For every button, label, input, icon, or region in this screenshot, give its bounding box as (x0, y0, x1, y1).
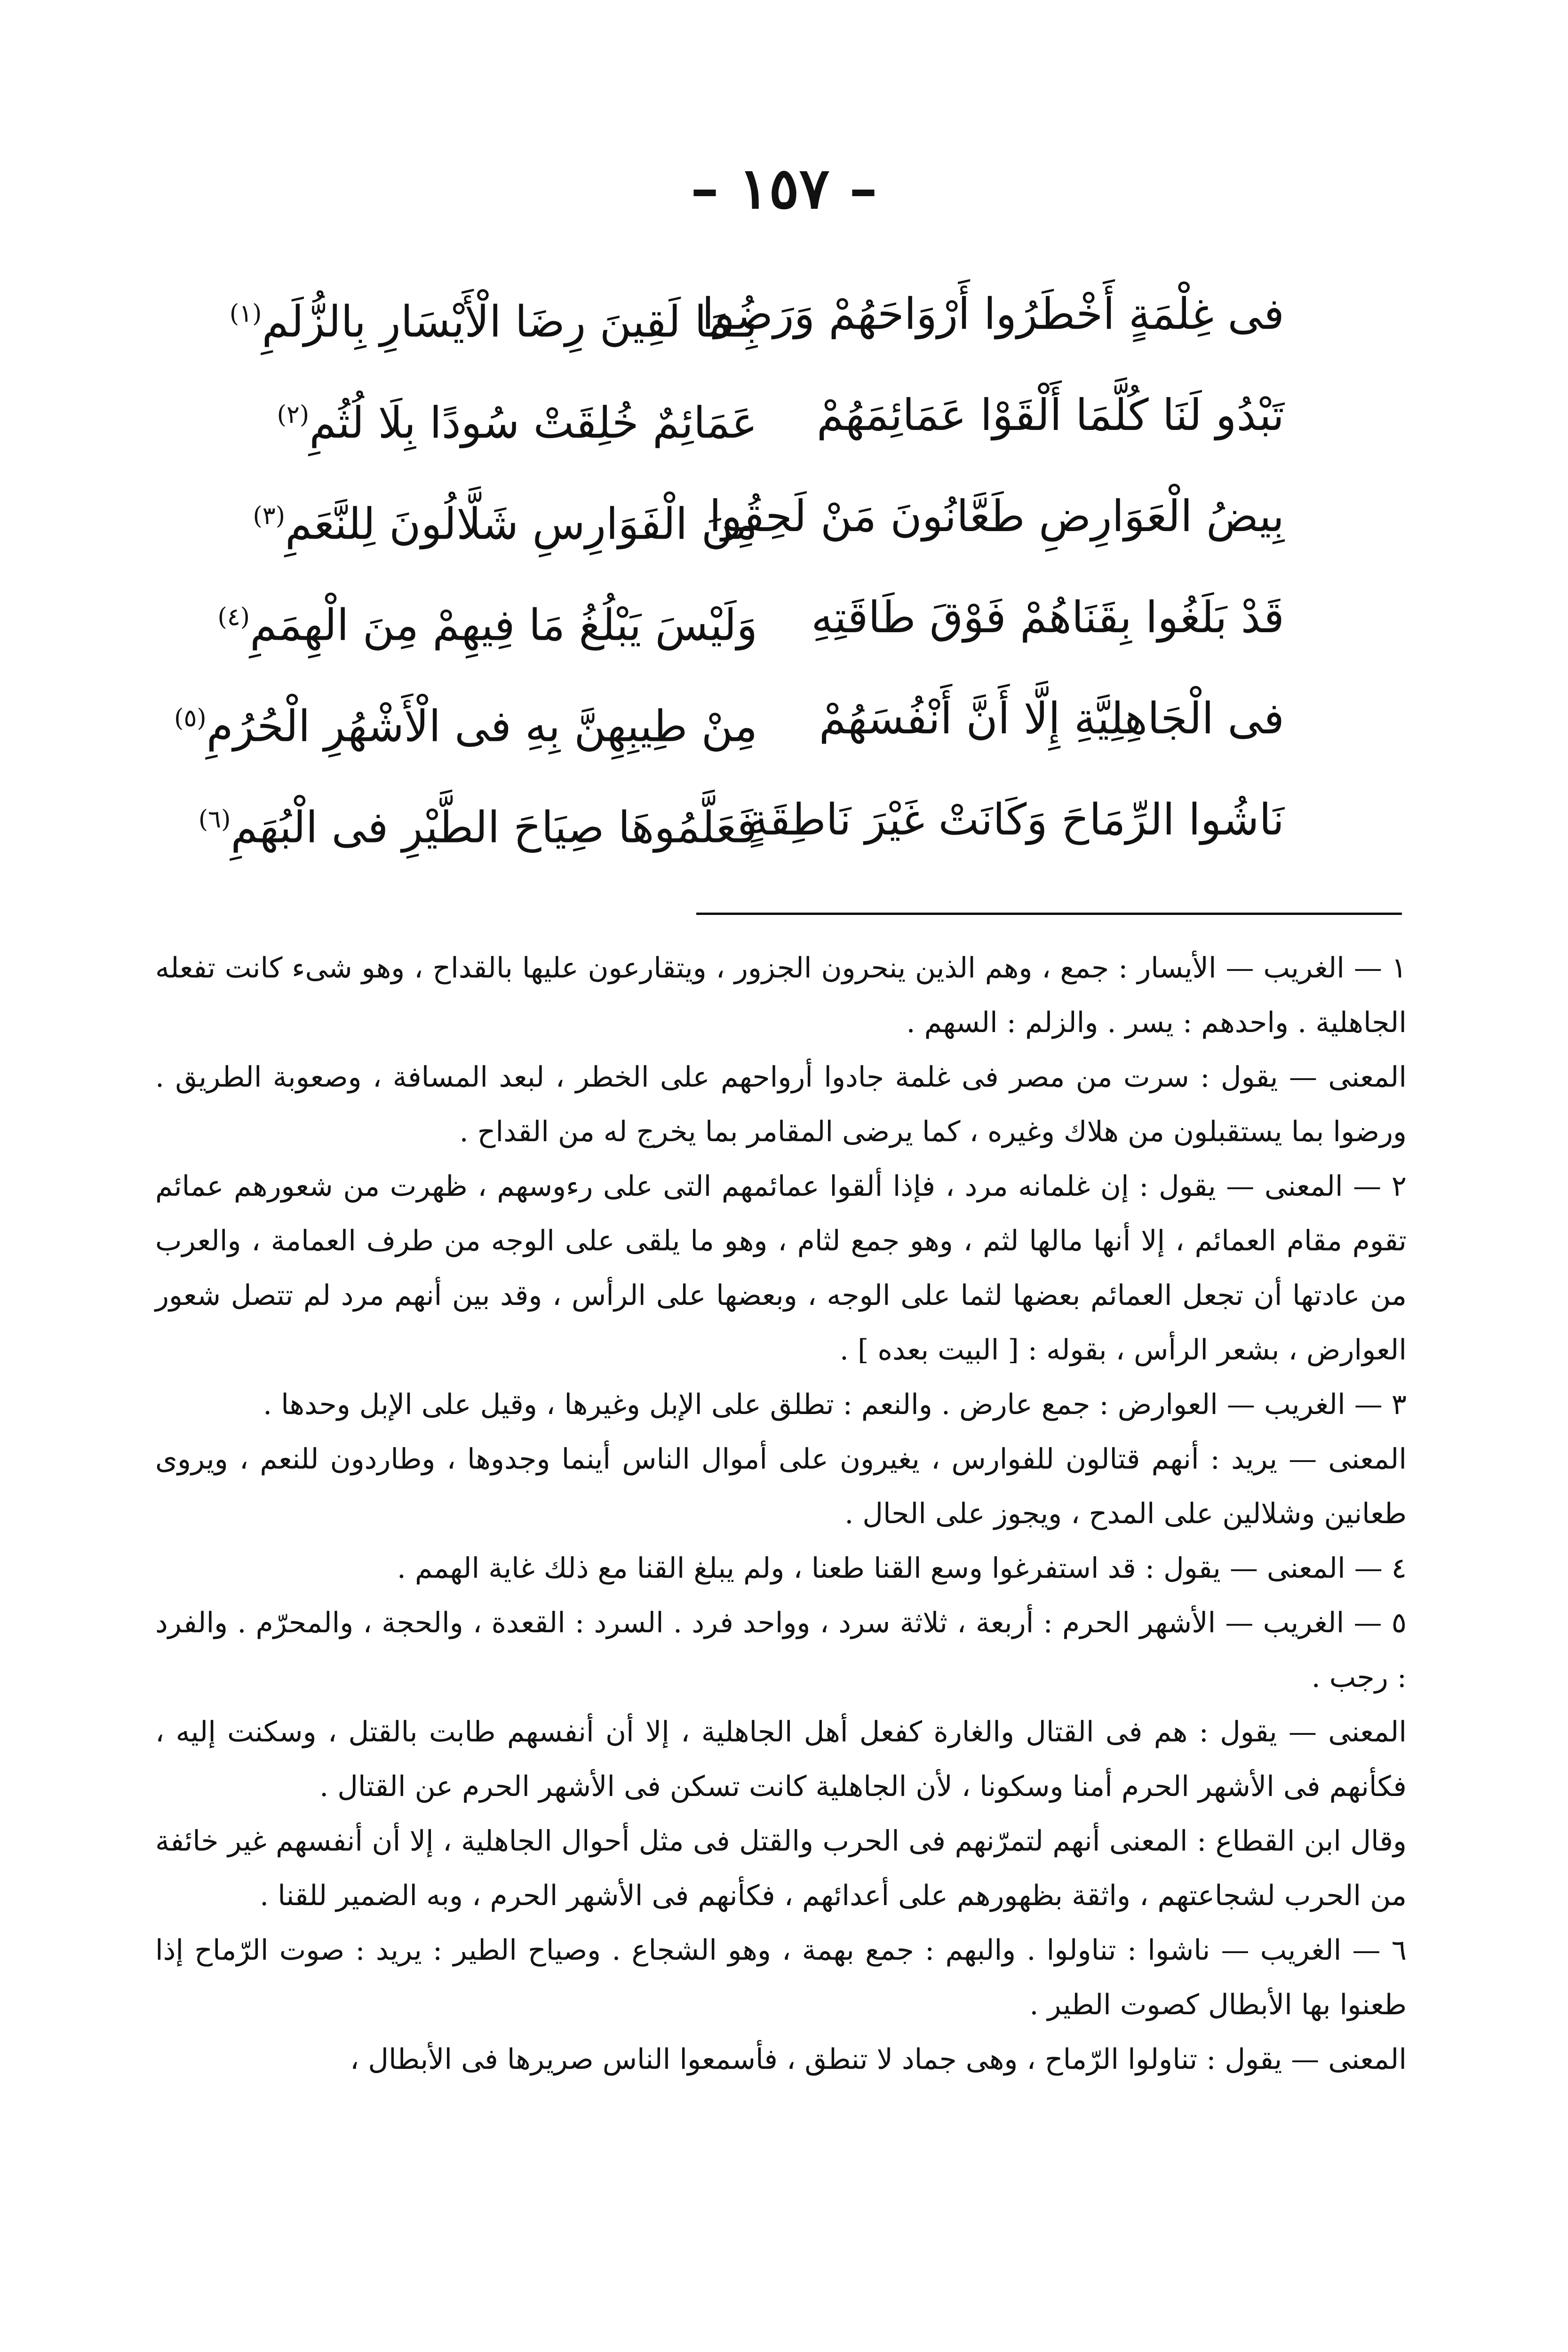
verse-second-hemistich (202, 365, 757, 466)
verse (174, 668, 1284, 769)
verse (198, 769, 1284, 870)
verse-first-hemistich: تَبْدُو لَنَا كُلَّمَا أَلْقَوْا عَمَائِمَهُمْ (816, 390, 1284, 440)
verse-second-text: فَعَلَّمُوهَا صِيَاحَ الطَّيْرِ فى الْبُهَمِ (231, 802, 757, 853)
poem-verses (174, 263, 1284, 870)
verse-second-text: وَلَيْسَ يَبْلُغُ مَا فِيهِمْ مِنَ الْهِمَمِ (250, 600, 757, 651)
verse-note-marker: (٤) (217, 603, 250, 631)
verse (202, 567, 1284, 668)
verse-second-text: بِـمَا لَقِينَ رِضَا الْأَيْسَارِ بِالزُّلَمِ (262, 296, 757, 347)
footnote-paragraph: ١ — الغريب — الأيسار : جمع ، وهم الذين ينحرون الجزور ، ويتقارعون عليها بالقداح ، وهو شىء كانت تفعله الجاهلية . واحدهم : يسر . والزلم : السهم . (155, 952, 1407, 1039)
verse-first-hemistich: نَاشُوا الرِّمَاحَ وَكَانَتْ غَيْرَ نَاطِقَةٍ (746, 795, 1284, 845)
footnote-paragraph: ٣ — الغريب — العوارض : جمع عارض . والنعم : تطلق على الإبل وغيرها ، وقيل على الإبل وحدها . (263, 1388, 1407, 1421)
footnote-paragraph: المعنى — يقول : تناولوا الرّماح ، وهى جماد لا تنطق ، فأسمعوا الناس صريرها فى الأبطال ، (350, 2043, 1407, 2076)
page-number: – ١٥٧ – (691, 155, 877, 222)
verse-first-hemistich: فى غِلْمَةٍ أَخْطَرُوا أَرْوَاحَهُمْ وَرَضُوا (702, 289, 1284, 339)
verse-second-hemistich (202, 263, 757, 365)
verse-second-text: عَمَائِمٌ خُلِقَتْ سُودًا بِلَا لُثُمِ (309, 397, 757, 448)
verse-first-hemistich: فى الْجَاهِلِيَّةِ إِلَّا أَنَّ أَنْفُسَهُمْ (819, 693, 1284, 744)
footnotes (155, 941, 1407, 2087)
footnote-paragraph: وقال ابن القطاع : المعنى أنهم لتمرّنهم فى الحرب والقتل فى مثل أحوال الجاهلية ، إلا أن أنفسهم غير خائفة من الحرب لشجاعتهم ، واثقة بظهورهم على أعدائهم ، فكأنهم فى الأشهر الحرم ، وبه الضمير للقنا . (155, 1825, 1407, 1912)
verse-note-marker: (٦) (198, 805, 231, 834)
footnote-paragraph: المعنى — يقول : سرت من مصر فى غلمة جادوا أرواحهم على الخطر ، لبعد المسافة ، وصعوبة الطريق . ورضوا بما يستقبلون من هلاك وغيره ، كما يرضى المقامر بما يخرج له من القداح . (155, 1061, 1407, 1148)
verse-second-hemistich (198, 769, 757, 870)
footnote-paragraph: ٦ — الغريب — ناشوا : تناولوا . والبهم : جمع بهمة ، وهو الشجاع . وصياح الطير : يريد : صوت الرّماح إذا طعنوا بها الأبطال كصوت الطير . (155, 1934, 1407, 2021)
verse-second-hemistich (174, 668, 757, 769)
verse (202, 365, 1284, 466)
verse-first-hemistich: قَدْ بَلَغُوا بِقَنَاهُمْ فَوْقَ طَاقَتِهِ (811, 592, 1284, 643)
footnote-paragraph: المعنى — يقول : هم فى القتال والغارة كفعل أهل الجاهلية ، إلا أن أنفسهم طابت بالقتل ، وسكنت إليه ، فكأنهم فى الأشهر الحرم أمنا وسكونا ، لأن الجاهلية كانت تسكن فى الأشهر الحرم عن القتال . (155, 1716, 1407, 1803)
footnote-paragraph: ٤ — المعنى — يقول : قد استفرغوا وسع القنا طعنا ، ولم يبلغ القنا مع ذلك غاية الهمم . (397, 1552, 1407, 1585)
verse-note-marker: (٥) (174, 704, 207, 732)
verse-first-hemistich: بِيضُ الْعَوَارِضِ طَعَّانُونَ مَنْ لَحِقُوا (709, 491, 1284, 541)
verse (202, 466, 1284, 567)
verse-note-marker: (٣) (253, 502, 286, 530)
footnote-paragraph: المعنى — يريد : أنهم قتالون للفوارس ، يغيرون على أموال الناس أينما وجدوها ، وطاردون للنعم ، ويروى طعانين وشلالين على المدح ، ويجوز على الحال . (155, 1443, 1407, 1530)
footnote-paragraph: ٢ — المعنى — يقول : إن غلمانه مرد ، فإذا ألقوا عمائمهم التى على رءوسهم ، ظهرت من شعورهم عمائم تقوم مقام العمائم ، إلا أنها مالها لثم ، وهو جمع لثام ، وهو ما يلقى على الوجه من طرف العمامة ، والعرب من عادتها أن تجعل العمائم بعضها لثما على الوجه ، وبعضها على الرأس ، وقد بين أنهم مرد لم تتصل شعور العوارض ، بشعر الرأس ، بقوله : [ البيت بعده ] . (155, 1170, 1407, 1367)
verse-second-text: مِنْ طِيبِهِنَّ بِهِ فى الْأَشْهُرِ الْحُرُمِ (206, 701, 757, 752)
verse-second-hemistich (202, 567, 757, 668)
verse (202, 263, 1284, 365)
footnote-paragraph: ٥ — الغريب — الأشهر الحرم : أربعة ، ثلاثة سرد ، وواحد فرد . السرد : القعدة ، والحجة ، والمحرّم . والفرد : رجب . (155, 1606, 1407, 1694)
verse-note-marker: (٢) (277, 401, 310, 429)
verse-second-hemistich (202, 466, 757, 567)
footnote-divider (696, 913, 1402, 915)
verse-second-text: مِنَ الْفَوَارِسِ شَلَّالُونَ لِلنَّعَمِ (285, 499, 757, 549)
verse-note-marker: (١) (229, 300, 262, 328)
